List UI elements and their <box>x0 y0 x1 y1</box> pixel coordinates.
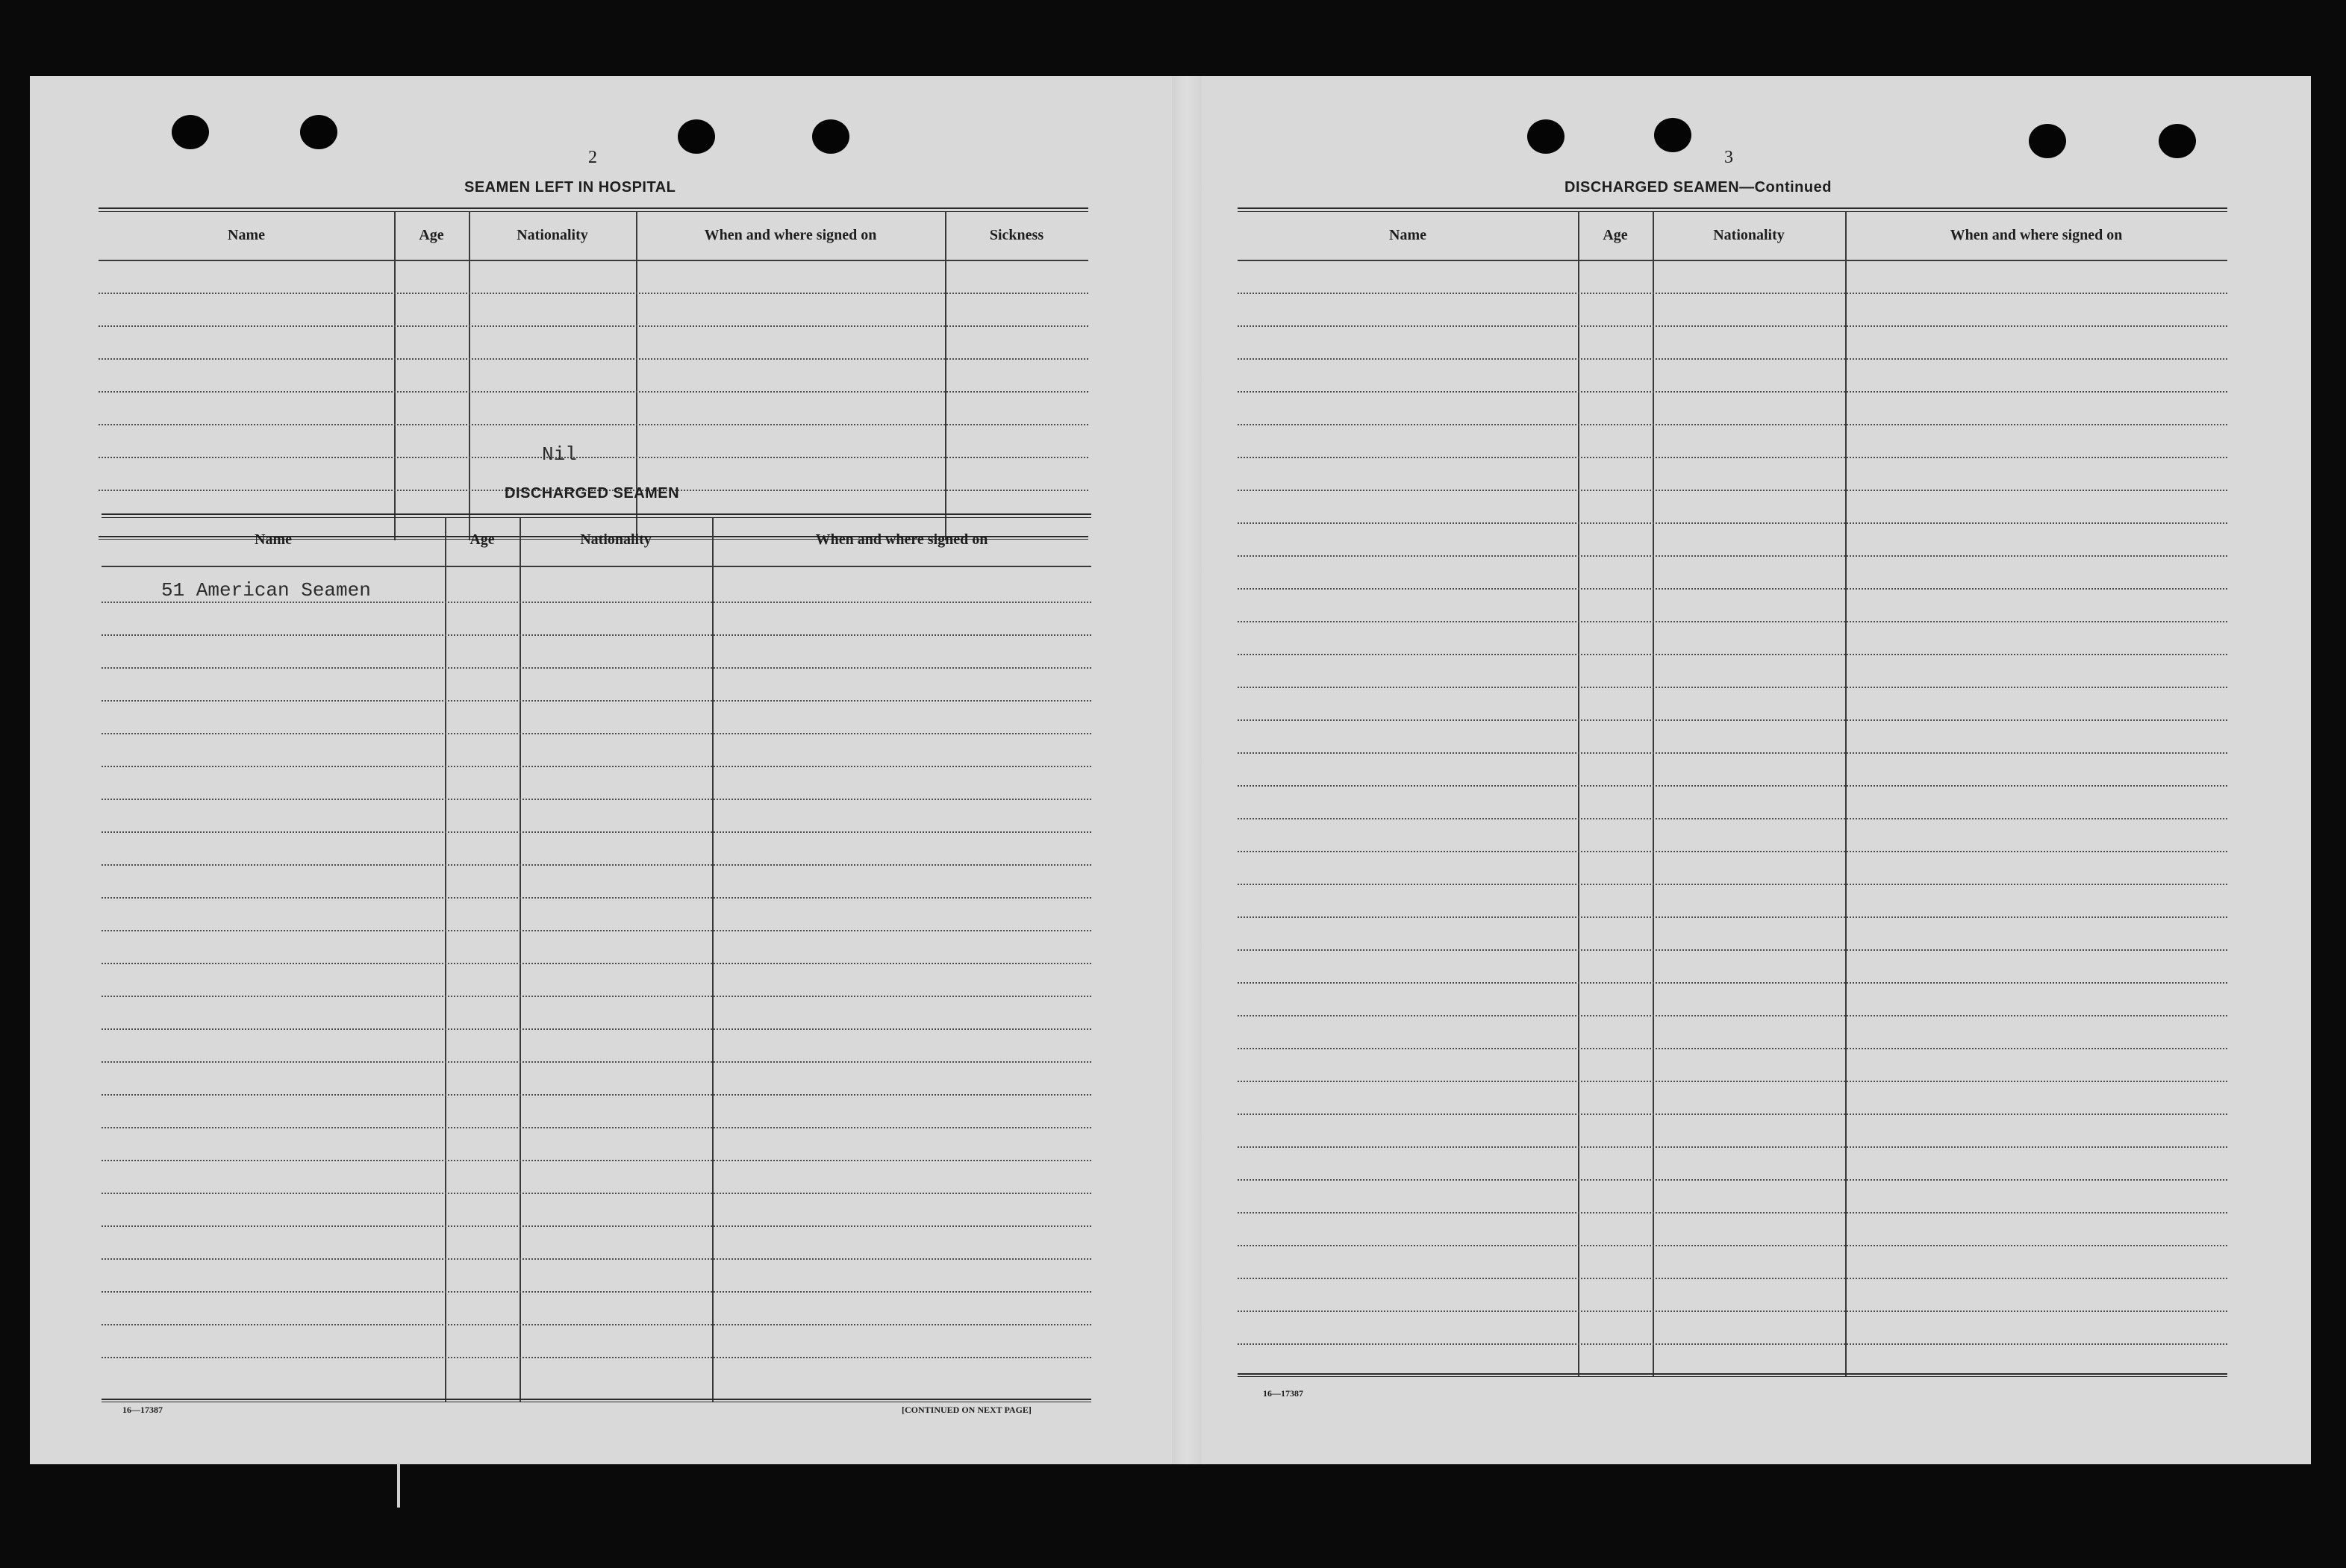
entry-line <box>102 700 1091 702</box>
hospital-section-title: SEAMEN LEFT IN HOSPITAL <box>464 179 676 196</box>
form-number-right: 16—17387 <box>1263 1388 1303 1399</box>
punch-hole <box>812 119 849 154</box>
continued-section-title: DISCHARGED SEAMEN—Continued <box>1564 179 1832 196</box>
entry-line <box>99 325 1088 327</box>
col-header-sickness: Sickness <box>989 227 1044 243</box>
column-divider <box>1653 212 1654 1376</box>
entry-line <box>102 634 1091 636</box>
column-divider <box>1578 212 1579 1376</box>
entry-line <box>102 733 1091 734</box>
entry-line <box>102 996 1091 997</box>
entry-line <box>1238 818 2227 819</box>
entry-line <box>1238 1015 2227 1016</box>
entry-line <box>102 1028 1091 1030</box>
col-header-name: Name <box>255 531 292 548</box>
entry-line <box>102 1061 1091 1063</box>
entry-line <box>1238 358 2227 360</box>
punch-hole <box>1527 119 1564 154</box>
table-bottom-rule <box>1238 1373 2227 1377</box>
punch-hole <box>172 115 209 149</box>
entry-line <box>1238 325 2227 327</box>
entry-line <box>102 897 1091 899</box>
entry-line <box>102 1127 1091 1128</box>
hospital-entry: Nil <box>542 443 577 466</box>
table-top-rule <box>1238 207 2227 212</box>
col-header-signed-on: When and where signed on <box>1950 227 2123 243</box>
column-divider <box>1845 212 1847 1376</box>
entry-line <box>102 1225 1091 1227</box>
entry-line <box>99 457 1088 458</box>
entry-line <box>102 864 1091 866</box>
entry-line <box>1238 654 2227 655</box>
entry-line <box>1238 1048 2227 1049</box>
entry-line <box>102 766 1091 767</box>
entry-line <box>1238 293 2227 294</box>
entry-line <box>1238 490 2227 491</box>
entry-line <box>1238 522 2227 524</box>
entry-line <box>102 1258 1091 1260</box>
discharged-entry: 51 American Seamen <box>161 579 371 602</box>
entry-line <box>1238 391 2227 393</box>
entry-line <box>1238 424 2227 425</box>
entry-line <box>99 424 1088 425</box>
col-header-age: Age <box>419 227 444 243</box>
entry-line <box>102 1291 1091 1293</box>
entry-line <box>102 1357 1091 1358</box>
entry-line <box>102 1160 1091 1161</box>
entry-line <box>1238 621 2227 622</box>
col-header-signed-on: When and where signed on <box>815 531 988 548</box>
entry-line <box>1238 1113 2227 1115</box>
entry-line <box>1238 1212 2227 1214</box>
entry-line <box>1238 785 2227 787</box>
entry-line <box>1238 1245 2227 1246</box>
punch-hole <box>678 119 715 154</box>
entry-line <box>1238 1146 2227 1148</box>
entry-line <box>102 799 1091 800</box>
discharged-section-title: DISCHARGED SEAMEN <box>505 485 680 502</box>
entry-line <box>1238 1278 2227 1279</box>
entry-line <box>1238 884 2227 885</box>
punch-hole <box>1654 118 1691 152</box>
column-divider <box>469 212 470 540</box>
entry-line <box>102 1193 1091 1194</box>
col-header-age: Age <box>1603 227 1628 243</box>
page-number-right: 3 <box>1724 148 1733 167</box>
col-header-nationality: Nationality <box>1713 227 1785 243</box>
column-divider <box>520 518 521 1402</box>
entry-line <box>1238 457 2227 458</box>
entry-line <box>102 667 1091 669</box>
entry-line <box>1238 851 2227 852</box>
entry-line <box>1238 752 2227 754</box>
page-fold <box>1172 76 1202 1464</box>
entry-line <box>1238 555 2227 557</box>
punch-hole <box>2159 124 2196 158</box>
punch-hole <box>300 115 337 149</box>
page-number-left: 2 <box>588 148 597 167</box>
entry-line <box>1238 949 2227 951</box>
entry-line <box>99 391 1088 393</box>
table-top-rule <box>99 207 1088 212</box>
col-header-nationality: Nationality <box>517 227 588 243</box>
entry-line <box>102 930 1091 931</box>
col-header-name: Name <box>1389 227 1426 243</box>
header-rule <box>99 260 1088 261</box>
column-divider <box>394 212 396 540</box>
discharged-table-continued <box>1238 207 2227 1379</box>
entry-line <box>102 831 1091 833</box>
ledger-sheet <box>30 76 2311 1464</box>
column-divider <box>445 518 446 1402</box>
entry-line <box>1238 687 2227 688</box>
header-rule <box>102 566 1091 567</box>
col-header-nationality: Nationality <box>580 531 652 548</box>
entry-line <box>102 602 1091 603</box>
entry-line <box>1238 982 2227 984</box>
entry-line <box>1238 588 2227 590</box>
col-header-age: Age <box>469 531 495 548</box>
table-bottom-rule <box>102 1399 1091 1402</box>
discharged-table <box>102 513 1091 1405</box>
col-header-signed-on: When and where signed on <box>704 227 877 243</box>
entry-line <box>102 1324 1091 1325</box>
entry-line <box>1238 916 2227 918</box>
entry-line <box>1238 1081 2227 1082</box>
entry-line <box>1238 1179 2227 1181</box>
table-top-rule <box>102 513 1091 518</box>
entry-line <box>102 963 1091 964</box>
scan-artifact <box>397 1463 400 1508</box>
header-rule <box>1238 260 2227 261</box>
punch-hole <box>2029 124 2066 158</box>
entry-line <box>99 358 1088 360</box>
form-number-left: 16—17387 <box>122 1405 163 1415</box>
entry-line <box>1238 1311 2227 1312</box>
column-divider <box>945 212 946 540</box>
entry-line <box>99 293 1088 294</box>
col-header-name: Name <box>228 227 265 243</box>
entry-line <box>102 1094 1091 1096</box>
entry-line <box>1238 1343 2227 1345</box>
continued-note: [CONTINUED ON NEXT PAGE] <box>902 1405 1032 1415</box>
column-divider <box>712 518 714 1402</box>
entry-line <box>1238 719 2227 721</box>
